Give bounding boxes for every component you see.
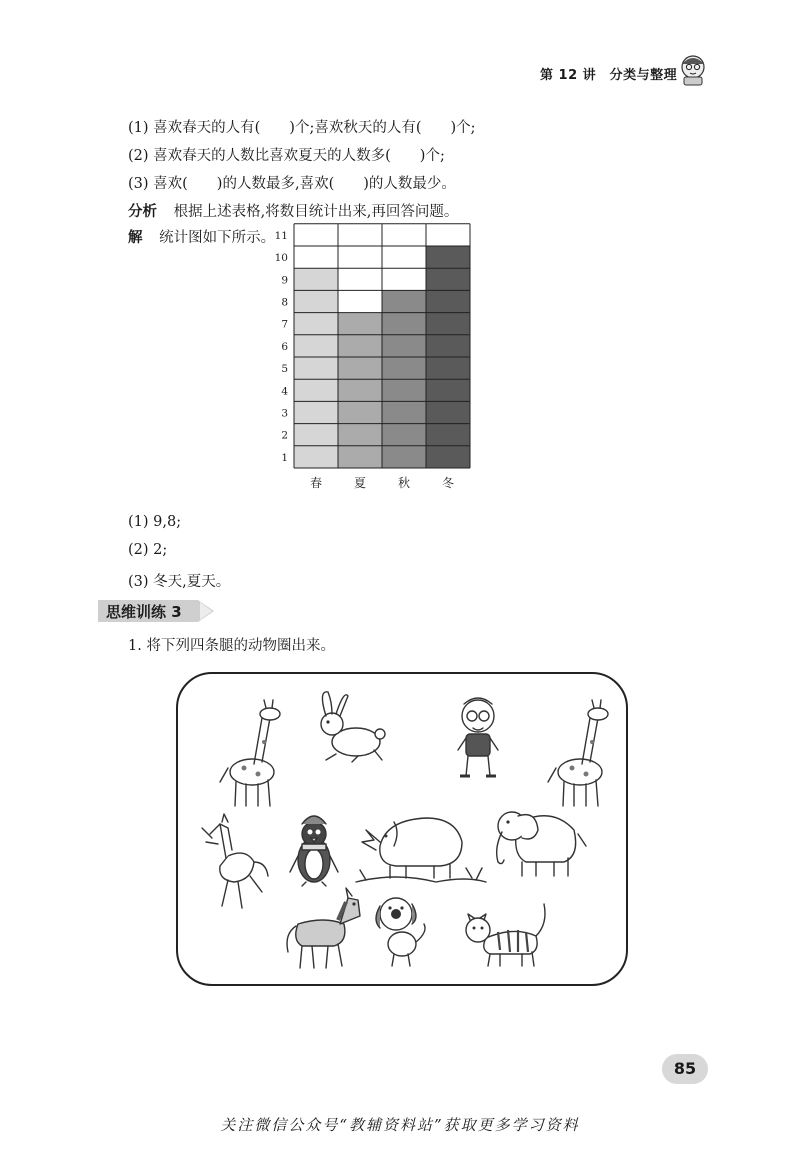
solution-label: 解 <box>128 230 143 246</box>
answer-1: (1) 9,8; <box>128 514 182 530</box>
tiger-icon <box>466 904 545 966</box>
question-2: (2) 喜欢春天的人数比喜欢夏天的人数多( )个; <box>128 148 445 164</box>
rabbit-icon <box>321 692 385 762</box>
bar-夏 <box>338 313 382 468</box>
y-tick-label: 5 <box>281 363 288 376</box>
elephant-icon <box>497 812 586 876</box>
y-tick-label: 9 <box>281 274 288 287</box>
x-tick-label: 夏 <box>353 476 367 490</box>
footer-note: 关注微信公众号“教辅资料站”获取更多学习资料 <box>220 1116 580 1134</box>
horse-icon <box>202 814 268 908</box>
y-tick-label: 2 <box>281 429 288 442</box>
bar-春 <box>294 268 338 468</box>
analysis-text: 根据上述表格,将数目统计出来,再回答问题。 <box>173 204 459 220</box>
y-tick-label: 3 <box>281 407 288 420</box>
y-tick-label: 11 <box>274 229 288 242</box>
giraffe-icon <box>548 700 608 806</box>
y-tick-label: 8 <box>281 296 288 309</box>
x-tick-label: 秋 <box>397 476 411 490</box>
puppy-icon <box>376 898 425 966</box>
rhino-icon <box>356 818 486 882</box>
child-icon <box>458 698 498 776</box>
question-1: (1) 喜欢春天的人有( )个;喜欢秋天的人有( )个; <box>128 120 476 136</box>
page-number: 85 <box>662 1054 708 1084</box>
x-tick-label: 春 <box>309 476 323 490</box>
giraffe-icon <box>220 700 280 806</box>
analysis-label: 分析 <box>128 204 157 220</box>
x-tick-label: 冬 <box>441 476 455 490</box>
chapter-header: 第 12 讲 分类与整理 <box>540 68 678 83</box>
pony-icon <box>287 888 360 968</box>
animal-drawings <box>176 672 628 986</box>
answer-2: (2) 2; <box>128 542 168 558</box>
answer-3: (3) 冬天,夏天。 <box>128 574 231 590</box>
y-tick-label: 1 <box>281 451 288 464</box>
mascot-icon <box>676 52 710 86</box>
question-3: (3) 喜欢( )的人数最多,喜欢( )的人数最少。 <box>128 176 456 192</box>
solution-text: 统计图如下所示。 <box>159 230 276 246</box>
y-tick-label: 10 <box>274 252 288 265</box>
solution-line <box>128 226 275 247</box>
y-tick-label: 6 <box>281 340 288 353</box>
bar-chart <box>262 218 482 494</box>
y-tick-label: 7 <box>281 318 288 331</box>
exercise-text: 1. 将下列四条腿的动物圈出来。 <box>128 638 335 654</box>
section-title-text: 思维训练 3 <box>106 603 182 621</box>
y-tick-label: 4 <box>281 385 288 398</box>
penguin-icon <box>290 816 338 886</box>
